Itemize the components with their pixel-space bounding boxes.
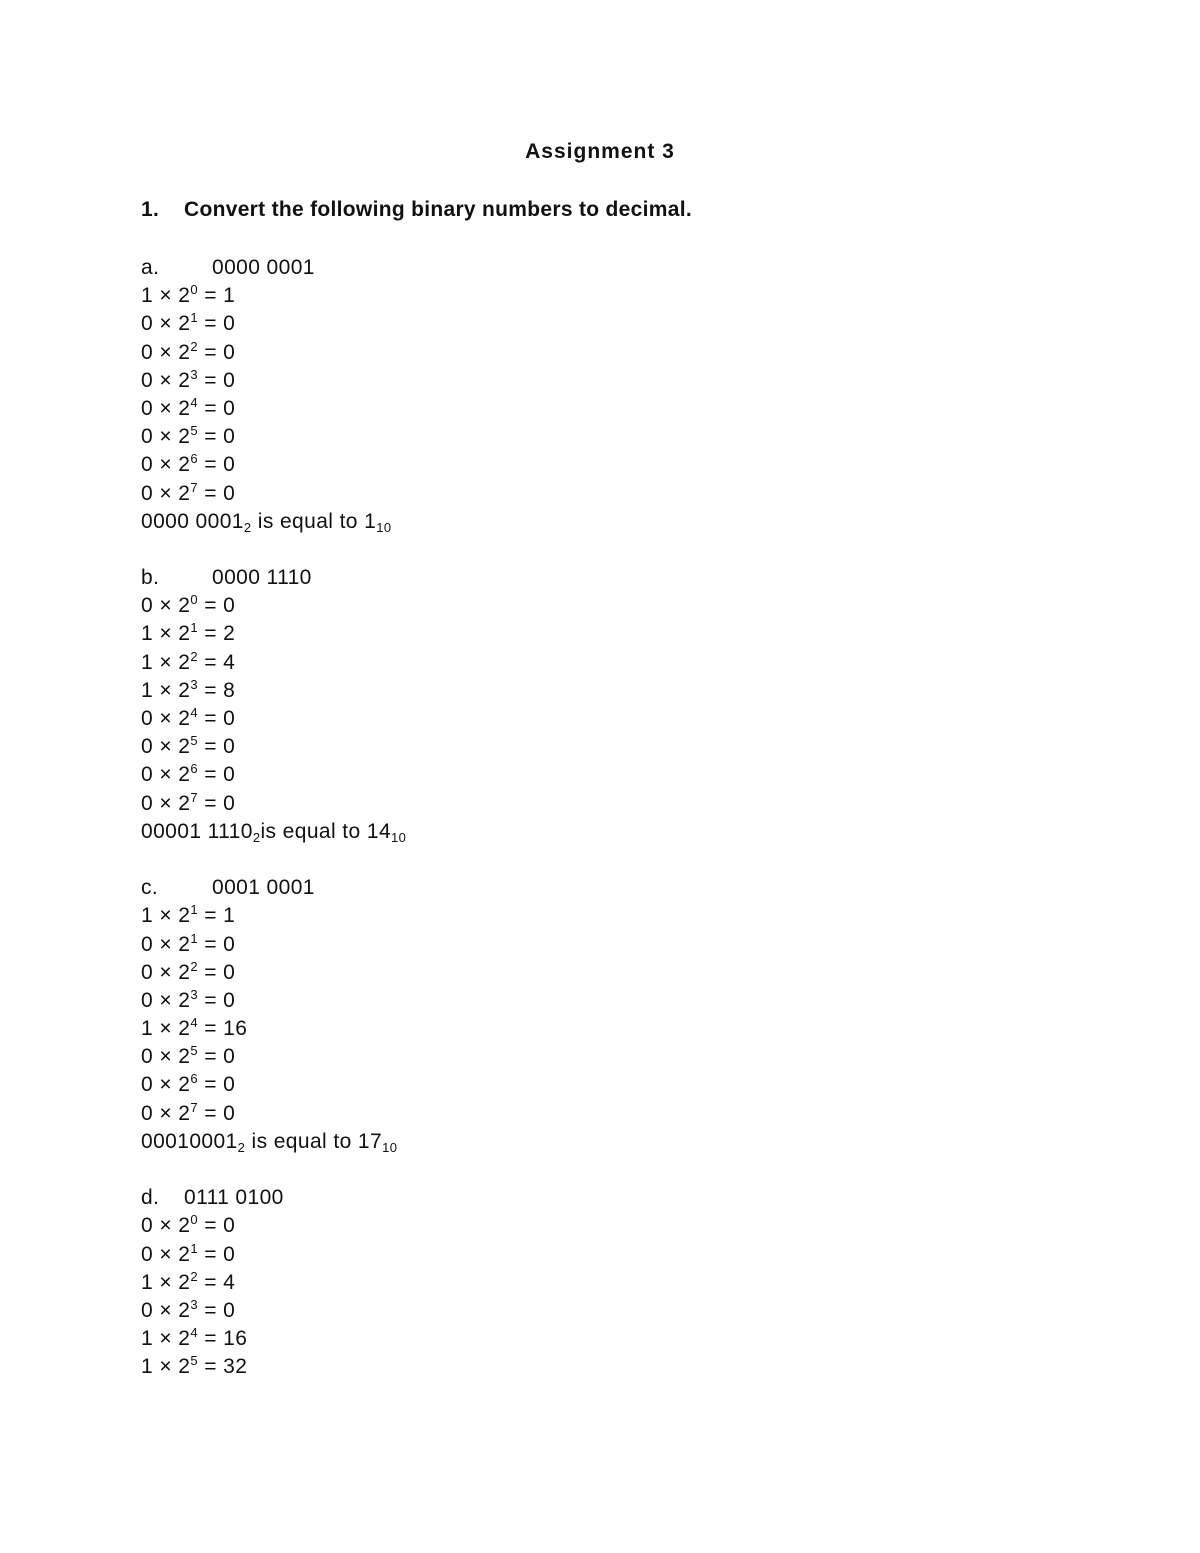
equals-sign: = [197,368,224,392]
base-number: 2 [178,1214,191,1238]
base-number: 2 [178,396,191,420]
equals-sign: = [197,678,224,702]
answer-part [141,564,406,846]
step-coefficient: 1 [141,622,154,646]
part-conclusion [141,1128,406,1156]
conversion-step [141,282,406,310]
conversion-step [141,1043,406,1071]
conclusion-text: is equal to [245,1129,358,1153]
step-result: 16 [223,1327,248,1351]
equals-sign: = [197,932,224,956]
base-number: 2 [178,735,191,759]
base-number: 2 [178,707,191,730]
base-number: 2 [178,1017,191,1041]
exponent: 6 [190,451,198,467]
exponent: 3 [190,366,198,382]
step-coefficient: 0 [141,932,154,956]
conclusion-text: is equal to [251,509,365,533]
exponent: 2 [190,648,198,664]
step-result: 0 [223,1101,236,1125]
conversion-step [141,1015,406,1043]
equals-sign: = [197,1242,224,1266]
step-coefficient: 0 [141,396,154,420]
decimal-subscript: 10 [382,1139,398,1155]
times-sign: × [153,312,179,336]
equals-sign: = [197,481,224,505]
step-result: 2 [223,622,236,646]
part-conclusion [141,818,406,846]
equals-sign: = [197,904,224,928]
times-sign: × [153,932,179,956]
exponent: 1 [190,930,198,946]
step-coefficient: 0 [141,425,154,449]
exponent: 3 [190,986,198,1002]
step-result: 0 [223,425,236,449]
base-number: 2 [178,988,191,1012]
step-result: 0 [223,312,236,336]
base-number: 2 [178,1355,191,1379]
exponent: 2 [190,958,198,974]
part-binary-value: 0000 0001 [212,256,315,279]
conversion-step [141,987,406,1015]
part-binary-value: 0000 1110 [212,566,312,590]
step-result: 0 [223,594,236,618]
exponent: 6 [190,761,198,777]
equals-sign: = [197,453,224,477]
step-coefficient: 0 [141,1242,154,1266]
exponent: 1 [190,310,198,326]
exponent: 5 [190,1353,198,1369]
equals-sign: = [197,594,224,618]
times-sign: × [153,735,179,759]
step-result: 0 [223,763,236,787]
answer-part [141,1184,406,1381]
times-sign: × [153,707,179,730]
exponent: 2 [190,338,198,354]
base-number: 2 [178,1270,191,1294]
step-result: 0 [223,396,236,420]
step-coefficient: 0 [141,988,154,1012]
times-sign: × [153,453,179,477]
times-sign: × [153,791,179,815]
conversion-step [141,902,406,930]
step-result: 0 [223,1045,236,1069]
base-number: 2 [178,650,191,674]
conversion-step [141,592,406,620]
exponent: 5 [190,733,198,749]
part-conclusion [141,508,406,536]
times-sign: × [153,594,179,618]
step-coefficient: 0 [141,763,154,787]
step-coefficient: 1 [141,678,154,702]
times-sign: × [153,678,179,702]
exponent: 0 [190,282,198,298]
base-number: 2 [178,1073,191,1097]
part-header [141,254,406,282]
step-coefficient: 0 [141,1214,154,1238]
conclusion-binary: 0000 0001 [141,509,244,533]
conversion-step [141,649,406,677]
conversion-step [141,790,406,818]
conversion-step [141,1071,406,1099]
base-number: 2 [178,481,191,505]
base-number: 2 [178,1045,191,1069]
equals-sign: = [197,1017,224,1041]
equals-sign: = [197,1101,224,1125]
exponent: 4 [190,705,198,720]
part-binary-value: 0111 0100 [184,1186,284,1210]
part-header [141,874,406,902]
step-result: 0 [223,932,236,956]
part-header [141,1184,406,1212]
conversion-step [141,310,406,338]
step-result: 1 [223,904,236,928]
step-result: 8 [223,678,236,702]
exponent: 7 [190,479,198,495]
step-coefficient: 0 [141,960,154,984]
equals-sign: = [197,1214,224,1238]
step-coefficient: 0 [141,791,154,815]
binary-subscript: 2 [252,829,261,845]
exponent: 3 [190,676,198,692]
exponent: 0 [190,1212,198,1228]
step-result: 4 [223,650,236,674]
equals-sign: = [197,396,224,420]
conversion-step [141,423,406,451]
step-result: 0 [223,960,236,984]
conversion-step [141,1212,406,1240]
step-coefficient: 1 [141,284,154,308]
step-coefficient: 1 [141,904,154,928]
step-coefficient: 0 [141,1101,154,1125]
step-coefficient: 1 [141,1327,154,1351]
conclusion-binary: 00010001 [141,1129,238,1153]
step-coefficient: 0 [141,735,154,759]
base-number: 2 [178,312,191,336]
conversion-step [141,959,406,987]
equals-sign: = [197,1073,224,1097]
equals-sign: = [197,735,224,759]
base-number: 2 [178,1327,191,1351]
conversion-step [141,931,406,959]
exponent: 4 [190,394,198,410]
conversion-step [141,1325,406,1353]
times-sign: × [153,960,179,984]
times-sign: × [153,622,179,646]
equals-sign: = [197,1327,224,1351]
decimal-subscript: 10 [391,829,407,845]
part-label: a. [141,256,160,279]
times-sign: × [153,763,179,787]
equals-sign: = [197,1270,224,1294]
equals-sign: = [197,763,224,787]
step-coefficient: 0 [141,1298,154,1322]
equals-sign: = [197,707,224,730]
step-result: 0 [223,988,236,1012]
equals-sign: = [197,340,224,364]
base-number: 2 [178,1242,191,1266]
conclusion-binary: 00001 1110 [141,819,253,843]
exponent: 0 [190,592,198,608]
step-coefficient: 1 [141,1017,154,1041]
step-coefficient: 0 [141,594,154,618]
step-result: 0 [223,735,236,759]
equals-sign: = [197,650,224,674]
step-coefficient: 0 [141,312,154,336]
base-number: 2 [178,425,191,449]
question-number: 1. [141,198,160,221]
part-label: c. [141,876,159,900]
times-sign: × [153,1101,179,1125]
exponent: 1 [190,1240,198,1256]
exponent: 4 [190,1325,198,1341]
step-coefficient: 0 [141,453,154,477]
base-number: 2 [178,622,191,646]
conversion-step [141,1297,406,1325]
base-number: 2 [178,960,191,984]
base-number: 2 [178,763,191,787]
base-number: 2 [178,1298,191,1322]
conversion-step [141,451,406,479]
base-number: 2 [178,791,191,815]
times-sign: × [153,481,179,505]
conversion-step [141,1269,406,1297]
step-result: 4 [223,1270,236,1294]
base-number: 2 [178,453,191,477]
exponent: 5 [190,1043,198,1059]
part-label: d. [141,1186,160,1210]
conversion-step [141,480,406,508]
base-number: 2 [178,1101,191,1125]
base-number: 2 [178,368,191,392]
page-title: Assignment 3 [525,140,675,163]
conversion-step [141,339,406,367]
times-sign: × [153,425,179,449]
step-result: 32 [223,1355,248,1379]
step-result: 0 [223,1298,236,1322]
equals-sign: = [197,1355,224,1379]
conversion-step [141,761,406,789]
equals-sign: = [197,622,224,646]
conversion-step [141,733,406,761]
binary-subscript: 2 [237,1139,246,1155]
step-result: 0 [223,1214,236,1238]
equals-sign: = [197,1045,224,1069]
times-sign: × [153,1242,179,1266]
exponent: 7 [190,789,198,805]
step-result: 1 [223,284,236,308]
step-coefficient: 1 [141,650,154,674]
times-sign: × [153,1355,179,1379]
exponent: 1 [190,902,198,918]
conclusion-text: is equal to [260,819,367,843]
times-sign: × [153,340,179,364]
base-number: 2 [178,340,191,364]
step-coefficient: 1 [141,1270,154,1294]
step-coefficient: 0 [141,1045,154,1069]
part-binary-value: 0001 0001 [212,876,315,900]
step-result: 0 [223,481,236,505]
conclusion-decimal: 1 [364,509,377,533]
times-sign: × [153,1214,179,1238]
conversion-step [141,1241,406,1269]
times-sign: × [153,1017,179,1041]
step-coefficient: 0 [141,707,154,730]
step-result: 0 [223,707,236,730]
conversion-step [141,620,406,648]
times-sign: × [153,650,179,674]
base-number: 2 [178,678,191,702]
conversion-step [141,677,406,705]
equals-sign: = [197,960,224,984]
times-sign: × [153,284,179,308]
step-coefficient: 0 [141,481,154,505]
base-number: 2 [178,284,191,308]
times-sign: × [153,1270,179,1294]
step-coefficient: 0 [141,340,154,364]
binary-subscript: 2 [243,519,252,535]
decimal-subscript: 10 [376,519,392,535]
times-sign: × [153,1327,179,1351]
times-sign: × [153,1045,179,1069]
times-sign: × [153,1298,179,1322]
answer-part [141,254,406,536]
equals-sign: = [197,284,224,308]
times-sign: × [153,396,179,420]
conversion-step [141,367,406,395]
equals-sign: = [197,791,224,815]
times-sign: × [153,368,179,392]
conclusion-decimal: 17 [357,1129,383,1153]
conversion-step [141,1100,406,1128]
equals-sign: = [197,1298,224,1322]
question-text: Convert the following binary numbers to decimal. [184,198,692,221]
part-label: b. [141,566,160,590]
answers-section [141,254,406,1410]
base-number: 2 [178,932,191,956]
conversion-step [141,395,406,423]
exponent: 3 [190,1296,198,1312]
question-heading [141,198,692,222]
step-result: 0 [223,1242,236,1266]
exponent: 4 [190,1015,198,1031]
equals-sign: = [197,425,224,449]
exponent: 2 [190,1268,198,1284]
exponent: 5 [190,423,198,439]
step-result: 0 [223,453,236,477]
conclusion-decimal: 14 [366,819,392,843]
part-header [141,564,406,592]
step-coefficient: 0 [141,1073,154,1097]
equals-sign: = [197,988,224,1012]
base-number: 2 [178,904,191,928]
step-result: 0 [223,368,236,392]
conversion-step [141,1353,406,1381]
answer-part [141,874,406,1156]
base-number: 2 [178,594,191,618]
exponent: 7 [190,1099,198,1115]
step-result: 0 [223,340,236,364]
exponent: 6 [190,1071,198,1087]
times-sign: × [153,904,179,928]
exponent: 1 [190,620,198,636]
conversion-step [141,705,406,733]
times-sign: × [153,1073,179,1097]
times-sign: × [153,988,179,1012]
step-coefficient: 0 [141,368,154,392]
step-result: 0 [223,1073,236,1097]
equals-sign: = [197,312,224,336]
step-coefficient: 1 [141,1355,154,1379]
step-result: 16 [223,1017,248,1041]
step-result: 0 [223,791,236,815]
